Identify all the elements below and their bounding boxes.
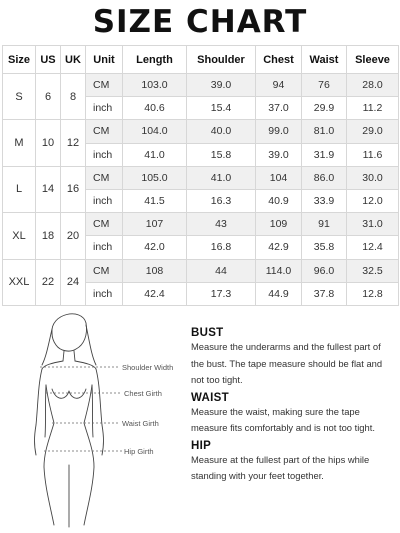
measurement-cell: 39.0	[187, 74, 256, 97]
measurement-cell: 105.0	[123, 166, 187, 189]
measurement-cell: 12.4	[347, 236, 399, 259]
size-cell: L	[3, 166, 36, 212]
bust-text: Measure the underarms and the fullest part of the bust. The tape measure should be flat and not too tight.	[191, 341, 383, 385]
unit-cell: inch	[86, 97, 123, 120]
measurement-cell: 41.0	[187, 166, 256, 189]
label-hip-girth: Hip Girth	[124, 447, 154, 456]
measurement-cell: 37.0	[256, 97, 302, 120]
measurement-cell: 11.2	[347, 97, 399, 120]
header-waist: Waist	[302, 46, 347, 74]
table-header-row	[3, 46, 399, 74]
unit-cell: inch	[86, 189, 123, 212]
us-cell: 18	[36, 213, 61, 259]
label-shoulder-width: Shoulder Width	[122, 363, 174, 372]
table-row	[3, 166, 399, 189]
neck-outline	[63, 351, 75, 361]
bust-instruction	[191, 327, 396, 389]
header-unit: Unit	[86, 46, 123, 74]
waist-heading: WAIST	[191, 391, 229, 404]
measurement-cell: 114.0	[256, 259, 302, 282]
measurement-cell: 103.0	[123, 74, 187, 97]
measurement-cell: 16.8	[187, 236, 256, 259]
measurement-cell: 32.5	[347, 259, 399, 282]
size-cell: M	[3, 120, 36, 166]
measurement-cell: 44.9	[256, 282, 302, 305]
bust-outline	[52, 389, 86, 398]
measurement-cell: 107	[123, 213, 187, 236]
measurement-cell: 91	[302, 213, 347, 236]
measurement-cell: 30.0	[347, 166, 399, 189]
header-size: Size	[3, 46, 36, 74]
hip-heading: HIP	[191, 439, 212, 452]
left-arm-outline	[35, 369, 43, 455]
shoulder-outline	[42, 361, 96, 369]
header-uk: UK	[61, 46, 86, 74]
measurement-cell: 33.9	[302, 189, 347, 212]
us-cell: 6	[36, 74, 61, 120]
hair-outline	[42, 325, 96, 365]
measurement-cell: 41.5	[123, 189, 187, 212]
uk-cell: 16	[61, 166, 86, 212]
measurement-cell: 109	[256, 213, 302, 236]
unit-cell: CM	[86, 166, 123, 189]
measurement-cell: 15.8	[187, 143, 256, 166]
measurement-cell: 40.6	[123, 97, 187, 120]
measurement-cell: 28.0	[347, 74, 399, 97]
measurement-instructions	[191, 327, 396, 488]
header-us: US	[36, 46, 61, 74]
us-cell: 10	[36, 120, 61, 166]
measurement-cell: 104	[256, 166, 302, 189]
measurement-cell: 12.8	[347, 282, 399, 305]
unit-cell: CM	[86, 213, 123, 236]
measurement-cell: 40.9	[256, 189, 302, 212]
measurement-cell: 39.0	[256, 143, 302, 166]
measurement-cell: 42.9	[256, 236, 302, 259]
measurement-cell: 42.4	[123, 282, 187, 305]
hip-instruction	[191, 440, 396, 485]
waist-instruction	[191, 392, 396, 437]
measurement-cell: 76	[302, 74, 347, 97]
label-waist-girth: Waist Girth	[122, 419, 159, 428]
uk-cell: 8	[61, 74, 86, 120]
size-cell: XL	[3, 213, 36, 259]
uk-cell: 12	[61, 120, 86, 166]
measurement-cell: 40.0	[187, 120, 256, 143]
measurement-cell: 42.0	[123, 236, 187, 259]
measurement-cell: 108	[123, 259, 187, 282]
body-measurement-diagram	[12, 305, 187, 530]
measurement-cell: 99.0	[256, 120, 302, 143]
uk-cell: 20	[61, 213, 86, 259]
unit-cell: CM	[86, 120, 123, 143]
table-row	[3, 213, 399, 236]
measurement-cell: 86.0	[302, 166, 347, 189]
size-table	[2, 45, 399, 306]
header-sleeve: Sleeve	[347, 46, 399, 74]
right-arm-outline	[96, 369, 104, 455]
us-cell: 22	[36, 259, 61, 305]
unit-cell: CM	[86, 259, 123, 282]
label-chest-girth: Chest Girth	[124, 389, 162, 398]
measurement-cell: 31.0	[347, 213, 399, 236]
measurement-cell: 29.0	[347, 120, 399, 143]
header-shoulder: Shoulder	[187, 46, 256, 74]
size-cell: S	[3, 74, 36, 120]
page-title: SIZE CHART	[92, 4, 308, 40]
waist-text: Measure the waist, making sure the tape measure fits comfortably and is not too tight.	[191, 405, 375, 433]
measurement-cell: 15.4	[187, 97, 256, 120]
hip-text: Measure at the fullest part of the hips while standing with your feet together.	[191, 453, 370, 481]
head-outline	[52, 314, 87, 351]
measurement-cell: 43	[187, 213, 256, 236]
measurement-cell: 12.0	[347, 189, 399, 212]
unit-cell: CM	[86, 74, 123, 97]
measurement-cell: 81.0	[302, 120, 347, 143]
header-chest: Chest	[256, 46, 302, 74]
measurement-cell: 11.6	[347, 143, 399, 166]
us-cell: 14	[36, 166, 61, 212]
measurement-cell: 35.8	[302, 236, 347, 259]
table-row	[3, 259, 399, 282]
unit-cell: inch	[86, 143, 123, 166]
measurement-cell: 41.0	[123, 143, 187, 166]
measurement-cell: 29.9	[302, 97, 347, 120]
header-length: Length	[123, 46, 187, 74]
measurement-cell: 31.9	[302, 143, 347, 166]
measurement-cell: 37.8	[302, 282, 347, 305]
unit-cell: inch	[86, 282, 123, 305]
measurement-cell: 16.3	[187, 189, 256, 212]
measurement-cell: 104.0	[123, 120, 187, 143]
measurement-cell: 17.3	[187, 282, 256, 305]
uk-cell: 24	[61, 259, 86, 305]
table-row	[3, 74, 399, 97]
measurement-cell: 94	[256, 74, 302, 97]
bust-heading: BUST	[191, 327, 224, 339]
table-row	[3, 120, 399, 143]
size-cell: XXL	[3, 259, 36, 305]
measurement-cell: 96.0	[302, 259, 347, 282]
measurement-cell: 44	[187, 259, 256, 282]
unit-cell: inch	[86, 236, 123, 259]
